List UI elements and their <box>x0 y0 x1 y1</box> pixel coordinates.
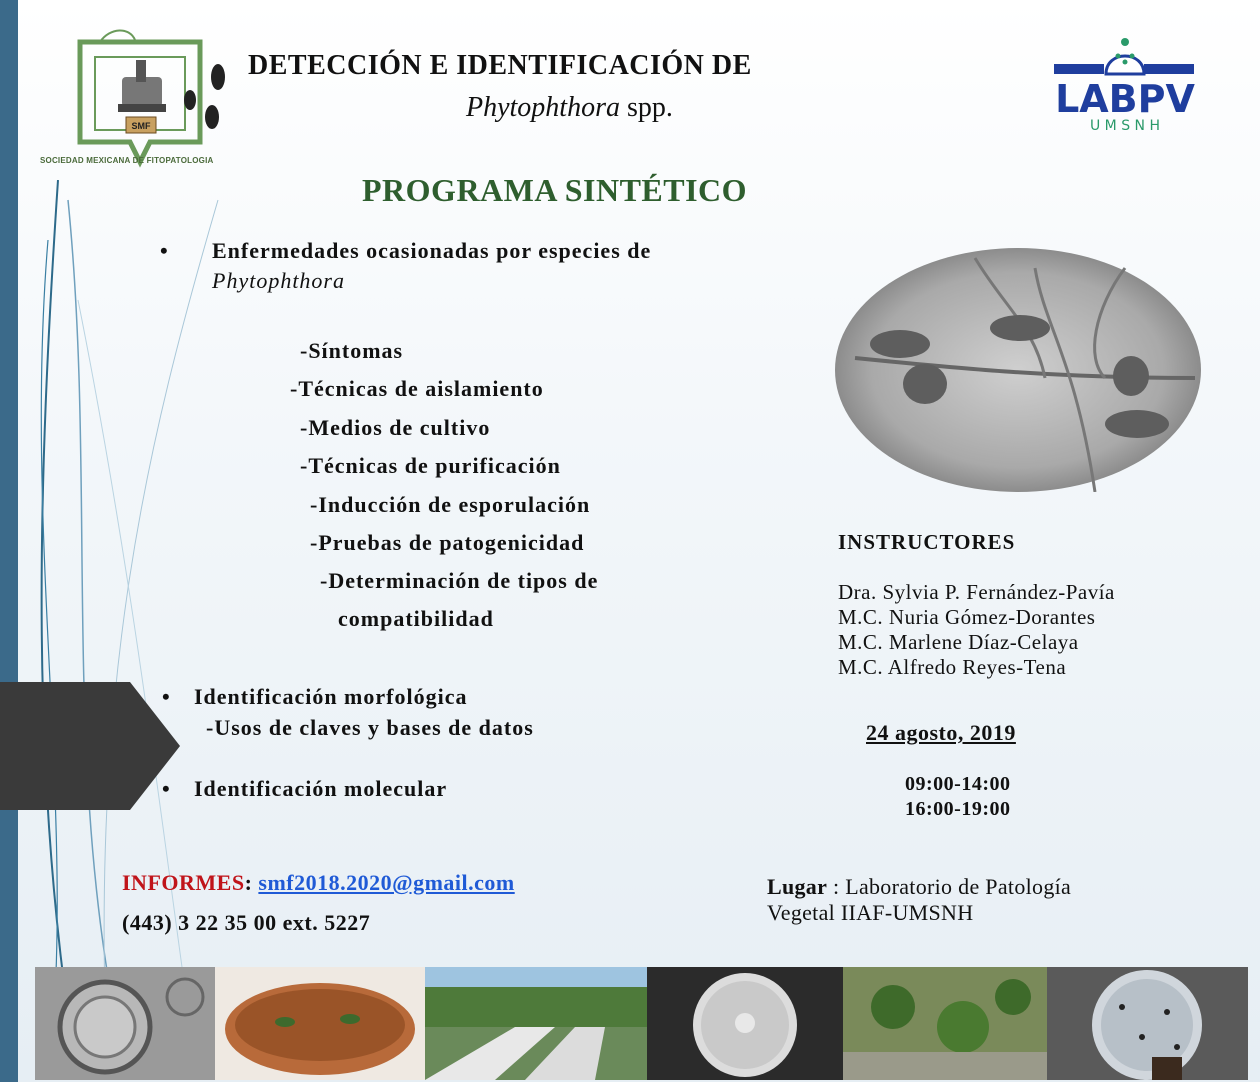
instructor-name: M.C. Alfredo Reyes-Tena <box>838 655 1067 679</box>
subitem-medios: -Medios de cultivo <box>300 415 491 440</box>
title-suffix: spp. <box>620 92 673 123</box>
instructor-name: M.C. Marlene Díaz-Celaya <box>838 630 1079 654</box>
venue-line1: : Laboratorio de Patología <box>827 874 1072 899</box>
left-accent-strip <box>0 0 18 1082</box>
subitem-tipos: -Determinación de tipos de <box>320 568 599 593</box>
bullet-enfermedades: Enfermedades ocasionadas por especies de <box>212 238 652 263</box>
subitem-aislamiento: -Técnicas de aislamiento <box>290 376 544 401</box>
subitem-esporulacion: -Inducción de esporulación <box>310 492 591 517</box>
subitem-claves: -Usos de claves y bases de datos <box>206 715 534 740</box>
bullet-morfologica: Identificación morfológica <box>194 684 468 709</box>
time-slot: 09:00-14:00 <box>905 773 1011 795</box>
decorative-arrow <box>0 682 180 810</box>
subitem-patogenicidad: -Pruebas de patogenicidad <box>310 530 585 555</box>
photo-petri-white <box>647 967 843 1080</box>
bullet-dot: • <box>160 238 168 263</box>
instructor-name: Dra. Sylvia P. Fernández-Pavía <box>838 580 1115 604</box>
bullet-enfermedades-italic: Phytophthora <box>212 268 345 293</box>
bullet-dot: • <box>162 776 170 801</box>
photo-strip <box>35 967 1248 1080</box>
phone-number: (443) 3 22 35 00 ext. 5227 <box>122 910 371 935</box>
smf-logo <box>40 22 250 172</box>
instructors-heading: INSTRUCTORES <box>838 530 1016 554</box>
informes-colon: : <box>244 870 259 895</box>
subitem-sintomas: -Síntomas <box>300 338 404 363</box>
bullet-dot: • <box>162 684 170 709</box>
subitem-purificacion: -Técnicas de purificación <box>300 453 561 478</box>
informes-label: INFORMES <box>122 870 245 895</box>
program-title: PROGRAMA SINTÉTICO <box>362 172 748 208</box>
venue-label: Lugar <box>767 874 828 899</box>
labpv-logo <box>994 30 1256 134</box>
bullet-molecular: Identificación molecular <box>194 776 448 801</box>
photo-field <box>425 967 647 1080</box>
subitem-compatibilidad: compatibilidad <box>338 606 494 631</box>
smf-badge-text: SMF <box>131 121 151 131</box>
venue <box>767 874 1071 926</box>
informes-line <box>122 870 515 896</box>
title-line1: DETECCIÓN E IDENTIFICACIÓN DE <box>248 50 752 81</box>
microscopy-image <box>835 248 1201 492</box>
labpv-sub: U M S N H <box>1089 118 1161 134</box>
email-link[interactable]: smf2018.2020@gmail.com <box>258 870 515 895</box>
title-genus: Phytophthora <box>466 92 620 123</box>
instructor-name: M.C. Nuria Gómez-Dorantes <box>838 605 1096 629</box>
smf-caption: SOCIEDAD MEXICANA DE FITOPATOLOGIA <box>40 156 214 165</box>
venue-line2: Vegetal IIAF-UMSNH <box>767 900 974 925</box>
labpv-name: LABPV <box>1055 77 1195 121</box>
photo-culture-dish <box>215 967 425 1080</box>
time-slot: 16:00-19:00 <box>905 798 1011 820</box>
decorative-curves <box>18 180 318 1080</box>
photo-plants <box>843 967 1047 1080</box>
photo-petri-spots <box>1047 967 1248 1080</box>
title-line2 <box>466 92 673 124</box>
photo-oospore <box>35 967 215 1080</box>
event-date: 24 agosto, 2019 <box>866 720 1016 745</box>
